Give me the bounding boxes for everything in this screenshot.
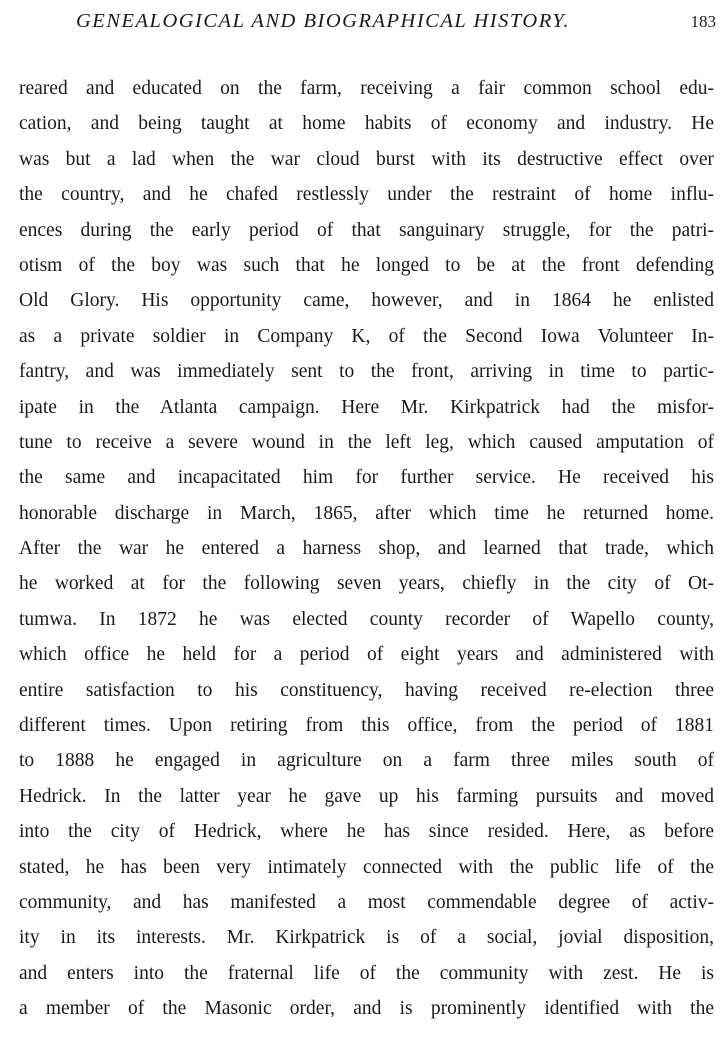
text-line: ences during the early period of that sanguinary struggle, for the patri- [19,219,714,241]
text-line: community, and has manifested a most commendable degree of activ- [19,891,714,913]
text-line: After the war he entered a harness shop, and learned that trade, which [19,538,714,560]
running-title: GENEALOGICAL AND BIOGRAPHICAL HISTORY. [76,10,571,32]
text-line: otism of the boy was such that he longed to be at the front defending [19,254,714,276]
text-line: tumwa. In 1872 he was elected county recorder of Wapello county, [19,608,714,630]
running-header [76,10,716,40]
text-line: Old Glory. His opportunity came, however, and in 1864 he enlisted [19,290,714,312]
text-line: into the city of Hedrick, where he has since resided. Here, as before [19,821,714,843]
text-line: ipate in the Atlanta campaign. Here Mr. Kirkpatrick had the misfor- [19,396,714,418]
text-line: different times. Upon retiring from this office, from the period of 1881 [19,715,714,737]
text-line: the country, and he chafed restlessly under the restraint of home influ- [19,184,714,206]
text-line: Hedrick. In the latter year he gave up his farming pursuits and moved [19,785,714,807]
text-line: was but a lad when the war cloud burst with its destructive effect over [19,148,714,170]
text-line: reared and educated on the farm, receiving a fair common school edu- [19,78,714,99]
text-line: ity in its interests. Mr. Kirkpatrick is of a social, jovial disposition, [19,927,714,949]
text-line: fantry, and was immediately sent to the front, arriving in time to partic- [19,361,714,383]
text-line: he worked at for the following seven years, chiefly in the city of Ot- [19,573,714,595]
text-line: which office he held for a period of eight years and administered with [19,644,714,666]
text-line: tune to receive a severe wound in the left leg, which caused amputation of [19,431,714,453]
text-line: entire satisfaction to his constituency, having received re-election three [19,679,714,701]
text-line: to 1888 he engaged in agriculture on a farm three miles south of [19,750,714,772]
text-line: the same and incapacitated him for further service. He received his [19,467,714,489]
text-line: stated, he has been very intimately connected with the public life of the [19,856,714,878]
text-line: and enters into the fraternal life of the community with zest. He is [19,962,714,984]
body-text [19,71,714,1027]
page-number: 183 [690,12,716,31]
text-line: cation, and being taught at home habits of economy and industry. He [19,113,714,135]
text-line: honorable discharge in March, 1865, after which time he returned home. [19,502,714,524]
text-line: a member of the Masonic order, and is prominently identified with the [19,998,714,1020]
text-line: as a private soldier in Company K, of the Second Iowa Volunteer In- [19,325,714,347]
